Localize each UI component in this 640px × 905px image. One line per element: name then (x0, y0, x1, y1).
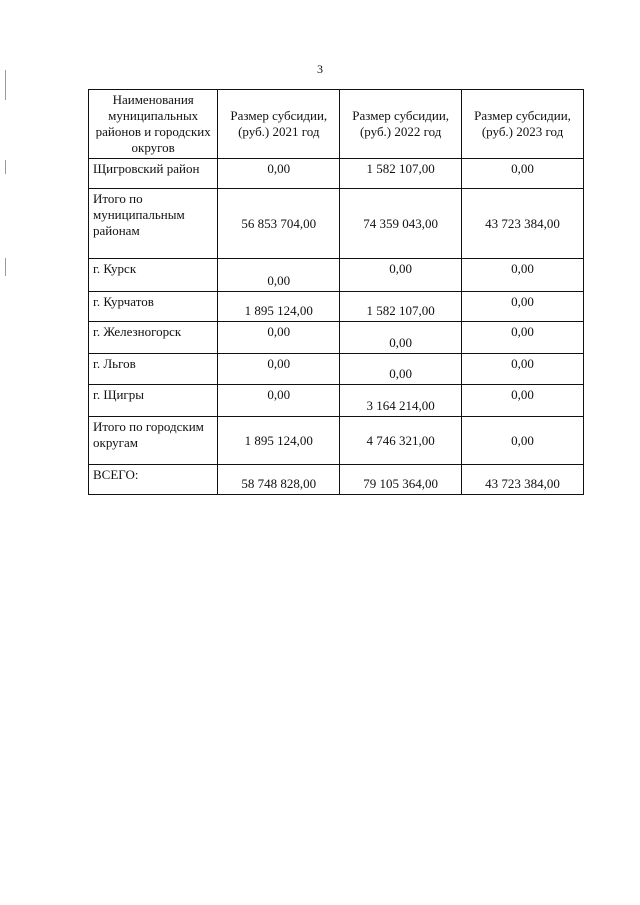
value-2023: 0,00 (462, 417, 584, 465)
margin-scan-mark (5, 160, 6, 174)
header-2023: Размер субсидии, (руб.) 2023 год (462, 90, 584, 159)
value-2023: 0,00 (462, 292, 584, 322)
table-row (89, 189, 584, 259)
value-2022: 0,00 (340, 354, 462, 385)
row-name: ВСЕГО: (89, 465, 218, 495)
table-row (89, 354, 584, 385)
table-row (89, 292, 584, 322)
margin-scan-mark (5, 70, 6, 100)
row-name: г. Курчатов (89, 292, 218, 322)
value-2021: 1 895 124,00 (218, 292, 340, 322)
value-2022: 0,00 (340, 322, 462, 354)
value-2021: 0,00 (218, 259, 340, 292)
table-row (89, 259, 584, 292)
table-row (89, 159, 584, 189)
value-2022: 1 582 107,00 (340, 292, 462, 322)
row-name: г. Курск (89, 259, 218, 292)
value-2021: 1 895 124,00 (218, 417, 340, 465)
row-name: Щигровский район (89, 159, 218, 189)
value-2023: 0,00 (462, 259, 584, 292)
row-name: Итого по муниципальным районам (89, 189, 218, 259)
value-2023: 0,00 (462, 354, 584, 385)
value-2021: 0,00 (218, 354, 340, 385)
table-row (89, 322, 584, 354)
table-row-total (89, 465, 584, 495)
value-2023: 43 723 384,00 (462, 189, 584, 259)
row-name: Итого по городским округам (89, 417, 218, 465)
row-name: г. Щигры (89, 385, 218, 417)
margin-scan-mark (5, 258, 6, 276)
value-2023: 0,00 (462, 159, 584, 189)
value-2022: 79 105 364,00 (340, 465, 462, 495)
table-row (89, 417, 584, 465)
value-2022: 1 582 107,00 (340, 159, 462, 189)
subsidy-table (88, 89, 584, 495)
value-2023: 0,00 (462, 385, 584, 417)
value-2022: 3 164 214,00 (340, 385, 462, 417)
table-row (89, 385, 584, 417)
value-2021: 0,00 (218, 385, 340, 417)
value-2023: 43 723 384,00 (462, 465, 584, 495)
value-2023: 0,00 (462, 322, 584, 354)
value-2021: 0,00 (218, 322, 340, 354)
value-2021: 58 748 828,00 (218, 465, 340, 495)
value-2022: 74 359 043,00 (340, 189, 462, 259)
value-2022: 0,00 (340, 259, 462, 292)
header-2021: Размер субсидии, (руб.) 2021 год (218, 90, 340, 159)
header-2022: Размер субсидии, (руб.) 2022 год (340, 90, 462, 159)
header-name: Наименования муниципальных районов и городских округов (89, 90, 218, 159)
page-number: 3 (317, 62, 323, 76)
row-name: г. Железногорск (89, 322, 218, 354)
table-header-row (89, 90, 584, 159)
value-2021: 56 853 704,00 (218, 189, 340, 259)
row-name: г. Льгов (89, 354, 218, 385)
value-2022: 4 746 321,00 (340, 417, 462, 465)
value-2021: 0,00 (218, 159, 340, 189)
